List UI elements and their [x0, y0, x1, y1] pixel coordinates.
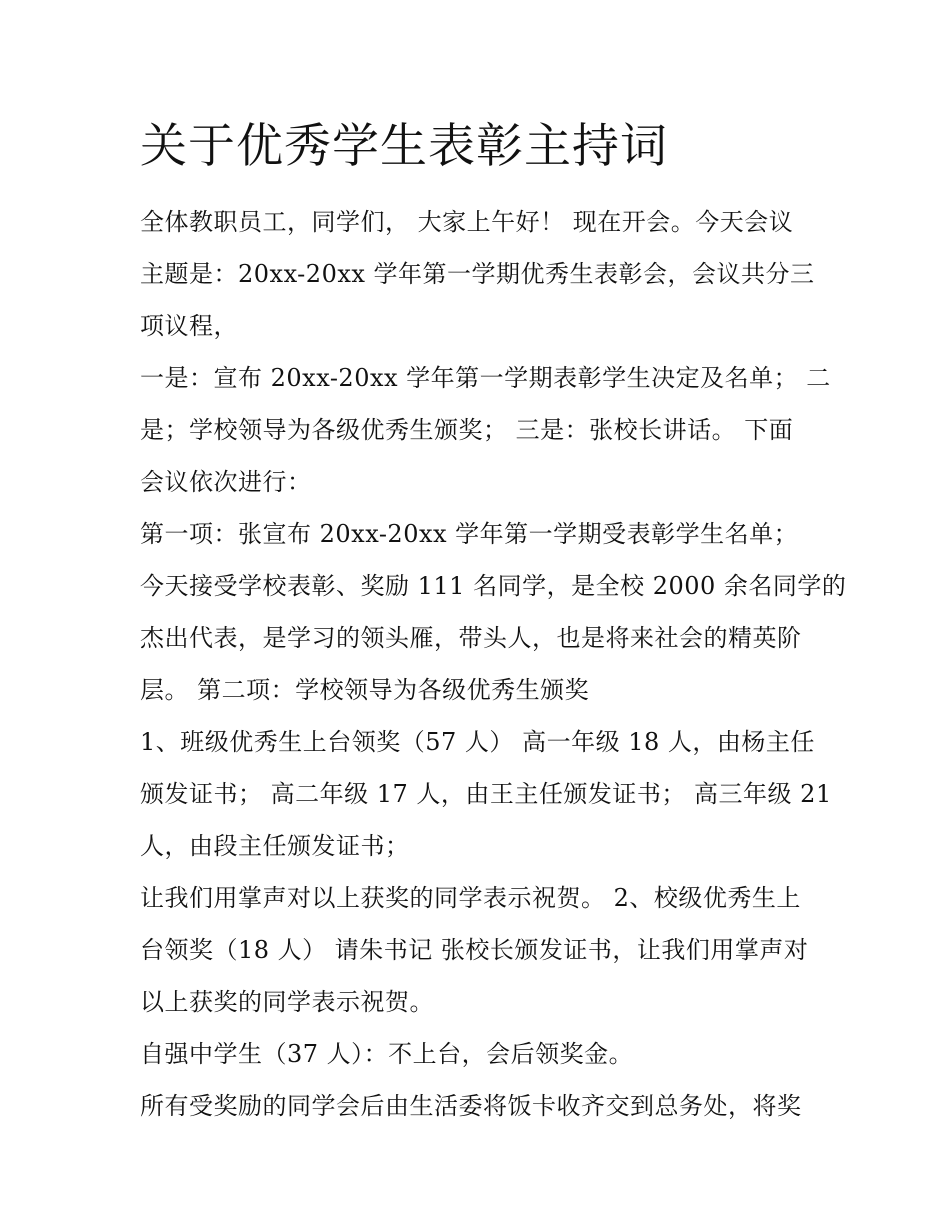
text-line: 自强中学生（37 人）：不上台，会后领奖金。	[140, 1040, 634, 1068]
text-line: 所有受奖励的同学会后由生活委将饭卡收齐交到总务处，将奖	[140, 1092, 802, 1120]
text-line: 会议依次进行：	[140, 468, 312, 496]
text-line: 以上获奖的同学表示祝贺。	[140, 988, 434, 1016]
text-line: 项议程，	[140, 312, 238, 340]
text-line: 人，由段主任颁发证书；	[140, 832, 410, 860]
document-title: 关于优秀学生表彰主持词	[140, 119, 668, 174]
text-line: 层。 第二项：学校领导为各级优秀生颁奖	[140, 676, 590, 704]
text-line: 是；学校领导为各级优秀生颁奖； 三是：张校长讲话。 下面	[140, 416, 794, 444]
text-line: 一是：宣布 20xx-20xx 学年第一学期表彰学生决定及名单； 二	[140, 364, 831, 392]
text-line: 第一项：张宣布 20xx-20xx 学年第一学期受表彰学生名单；	[140, 520, 799, 548]
text-line: 让我们用掌声对以上获奖的同学表示祝贺。 2、校级优秀生上	[140, 884, 801, 912]
text-line: 台领奖（18 人） 请朱书记 张校长颁发证书，让我们用掌声对	[140, 936, 809, 964]
text-line: 1、班级优秀生上台领奖（57 人） 高一年级 18 人，由杨主任	[140, 728, 815, 756]
text-line: 今天接受学校表彰、奖励 111 名同学，是全校 2000 余名同学的	[140, 572, 847, 600]
document-body	[140, 196, 847, 1132]
text-line: 颁发证书； 高二年级 17 人，由王主任颁发证书； 高三年级 21	[140, 780, 832, 808]
text-line: 主题是：20xx-20xx 学年第一学期优秀生表彰会，会议共分三	[140, 260, 815, 288]
text-line: 杰出代表，是学习的领头雁，带头人，也是将来社会的精英阶	[140, 624, 802, 652]
text-line: 全体教职员工，同学们， 大家上午好！ 现在开会。今天会议	[140, 208, 794, 236]
